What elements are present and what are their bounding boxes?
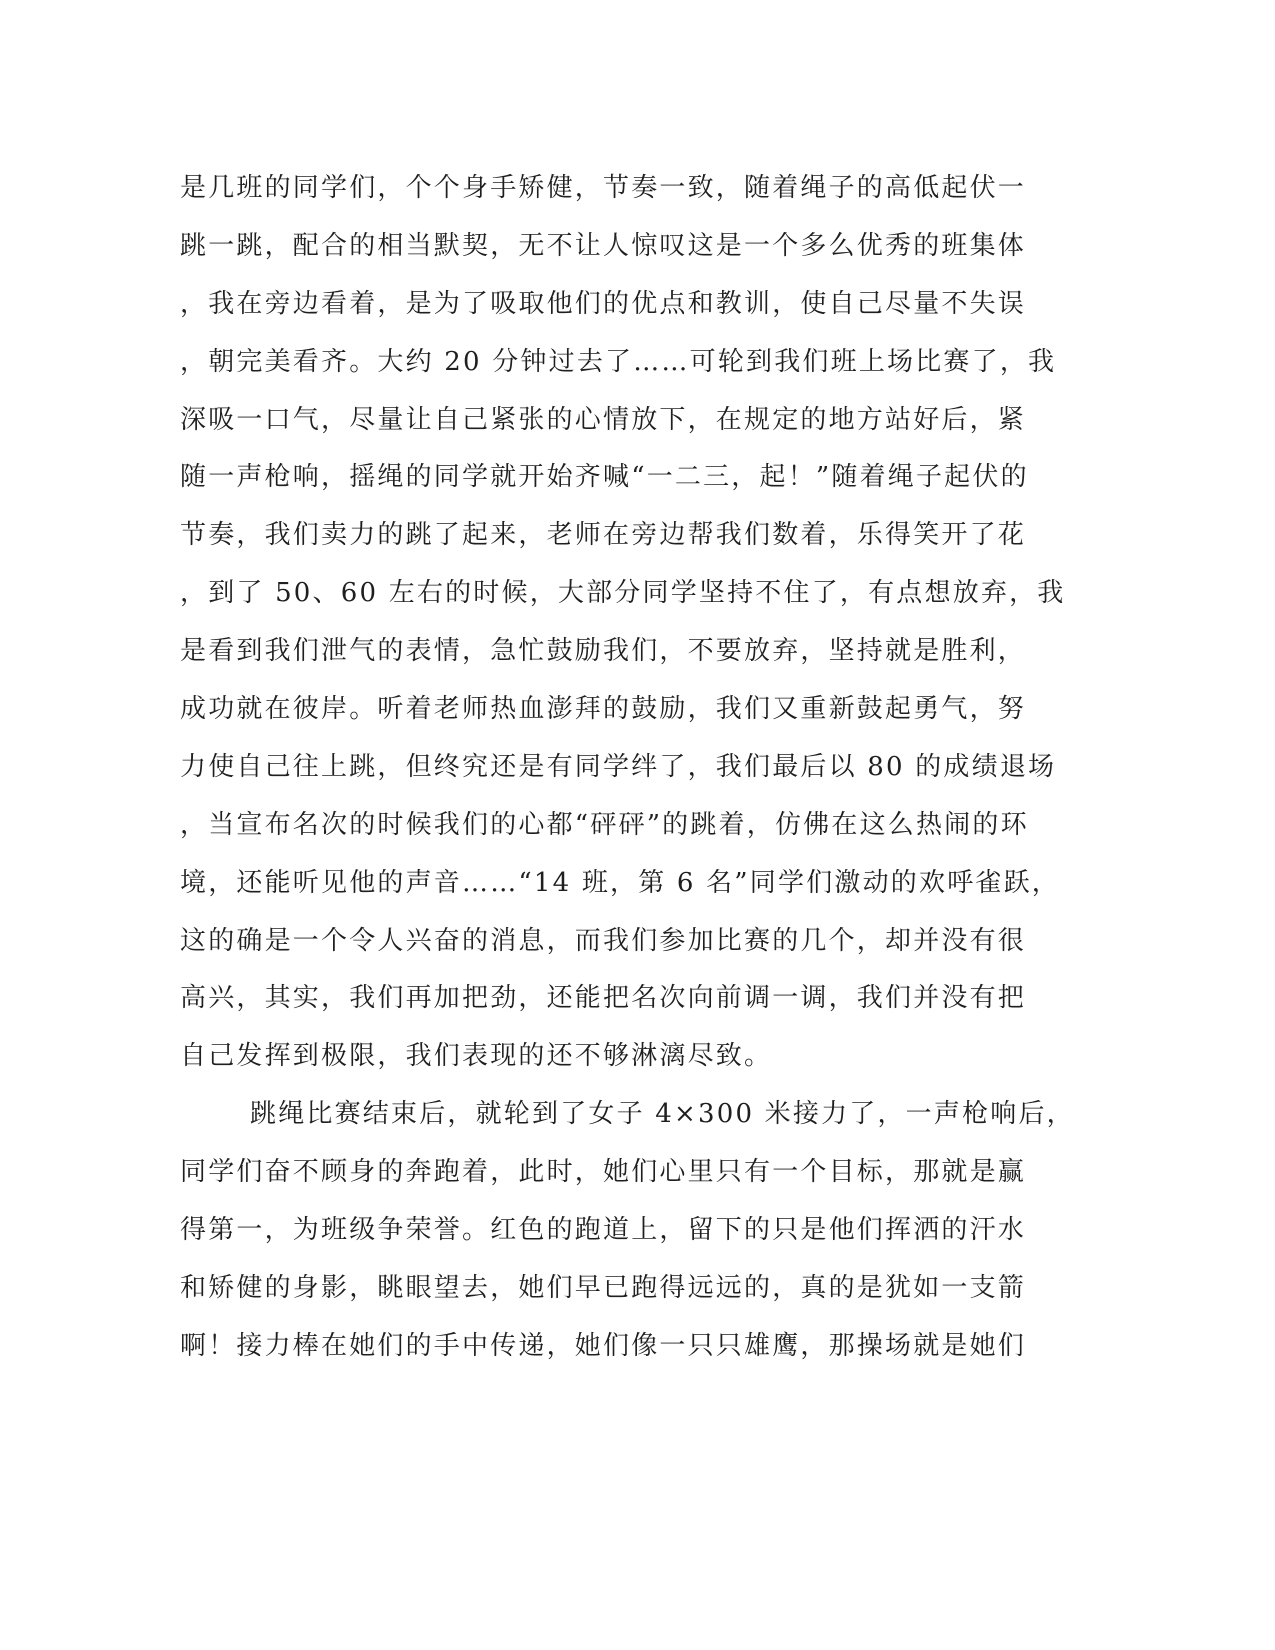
text-line: 和矫健的身影，眺眼望去，她们早已跑得远远的，真的是犹如一支箭 [180, 1272, 1027, 1303]
text-line: 成功就在彼岸。听着老师热血澎拜的鼓励，我们又重新鼓起勇气，努 [180, 694, 1027, 725]
text-line: ，我在旁边看着，是为了吸取他们的优点和教训，使自己尽量不失误 [180, 288, 1027, 319]
text-line: 自己发挥到极限，我们表现的还不够淋漓尽致。 [180, 1041, 773, 1072]
text-line: 同学们奋不顾身的奔跑着，此时，她们心里只有一个目标，那就是赢 [180, 1157, 1027, 1188]
paragraph-2 [180, 1086, 1075, 1375]
text-line: 啊！接力棒在她们的手中传递，她们像一只只雄鹰，那操场就是她们 [180, 1330, 1027, 1361]
paragraph-1 [180, 160, 1066, 1086]
text-line: 跳绳比赛结束后，就轮到了女子 4×300 米接力了，一声枪响后， [250, 1099, 1075, 1130]
body-text [180, 160, 1075, 1376]
text-line: 节奏，我们卖力的跳了起来，老师在旁边帮我们数着，乐得笑开了花 [180, 520, 1027, 551]
text-line: 高兴，其实，我们再加把劲，还能把名次向前调一调，我们并没有把 [180, 983, 1027, 1014]
text-line: 这的确是一个令人兴奋的消息，而我们参加比赛的几个，却并没有很 [180, 925, 1027, 956]
text-line: 是看到我们泄气的表情，急忙鼓励我们，不要放弃，坚持就是胜利， [180, 636, 1027, 667]
text-line: 跳一跳，配合的相当默契，无不让人惊叹这是一个多么优秀的班集体 [180, 230, 1027, 261]
text-line: 力使自己往上跳，但终究还是有同学绊了，我们最后以 80 的成绩退场 [180, 751, 1057, 782]
text-line: 得第一，为班级争荣誉。红色的跑道上，留下的只是他们挥洒的汗水 [180, 1215, 1027, 1246]
text-line: ，当宣布名次的时候我们的心都“砰砰”的跳着，仿佛在这么热闹的环 [180, 809, 1029, 840]
text-line: 深吸一口气，尽量让自己紧张的心情放下，在规定的地方站好后，紧 [180, 404, 1027, 435]
text-line: 境，还能听见他的声音……“14 班，第 6 名”同学们激动的欢呼雀跃， [180, 867, 1061, 898]
text-line: 随一声枪响，摇绳的同学就开始齐喊“一二三，起！”随着绳子起伏的 [180, 462, 1029, 493]
text-line: ，朝完美看齐。大约 20 分钟过去了……可轮到我们班上场比赛了，我 [180, 346, 1057, 377]
text-line: ，到了 50、60 左右的时候，大部分同学坚持不住了，有点想放弃，我 [180, 578, 1066, 609]
text-line: 是几班的同学们，个个身手矫健，节奏一致，随着绳子的高低起伏一 [180, 173, 1027, 203]
